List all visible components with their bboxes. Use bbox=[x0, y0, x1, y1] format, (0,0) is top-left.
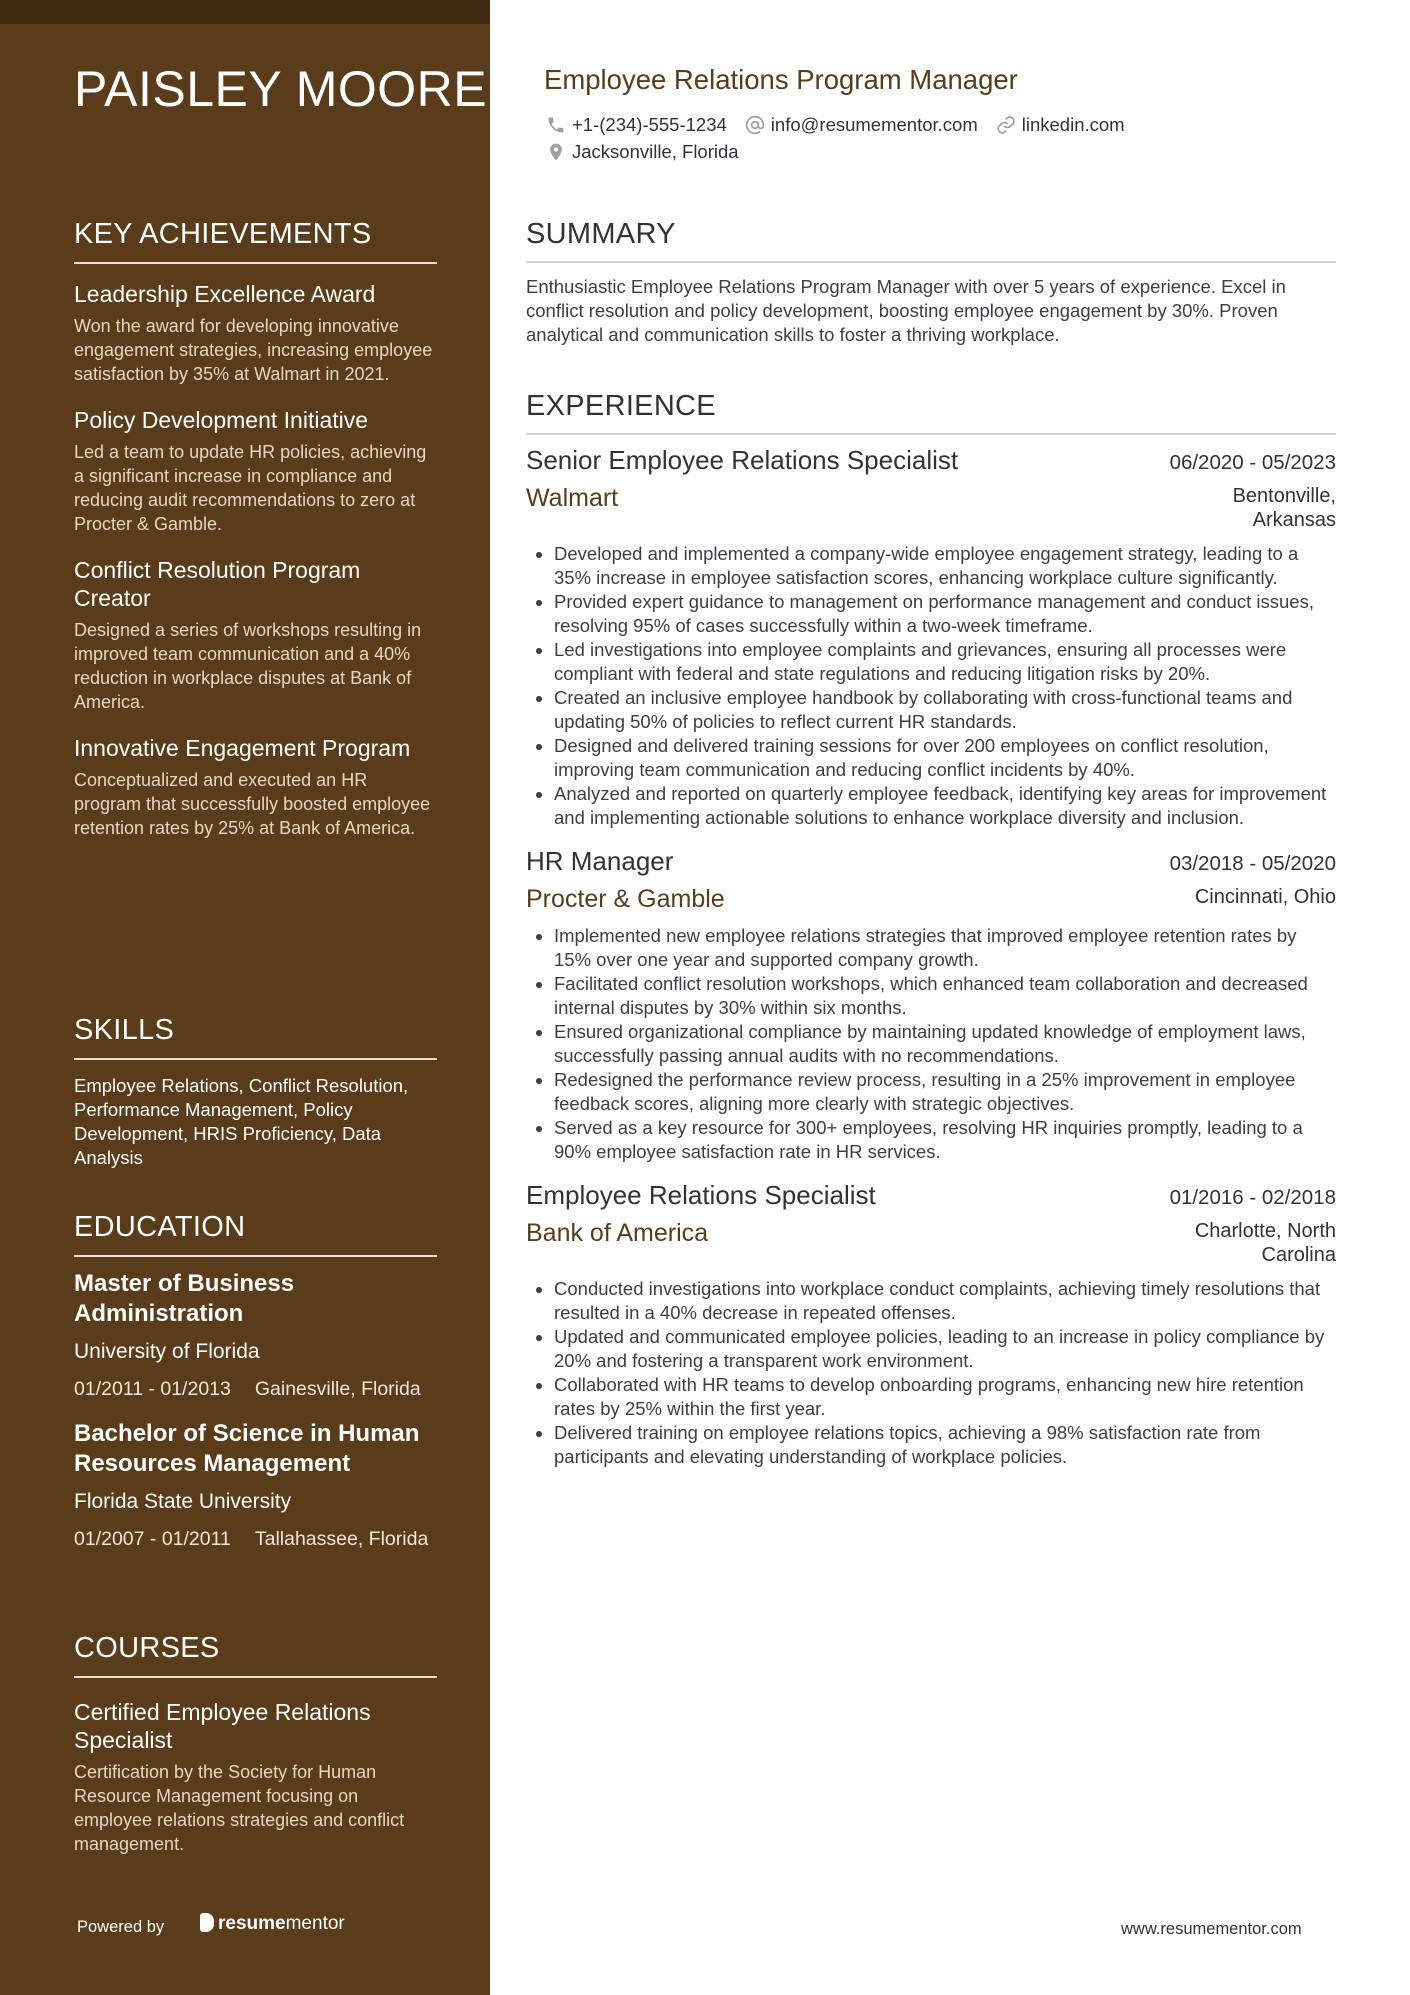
education-dates: 01/2011 - 01/2013 bbox=[74, 1378, 231, 1400]
job-bullets bbox=[526, 542, 1336, 830]
section-heading: SKILLS bbox=[74, 1014, 437, 1060]
achievement-description: Conceptualized and executed an HR program that successfully boosted employee retention rates by 25% at Bank of America. bbox=[74, 770, 431, 838]
achievement-title: Leadership Excellence Award bbox=[74, 281, 376, 307]
section-heading: COURSES bbox=[74, 1632, 437, 1678]
job-role: Senior Employee Relations Specialist bbox=[526, 445, 959, 475]
job-location: Cincinnati, Ohio bbox=[1194, 886, 1336, 908]
education-meta bbox=[74, 1377, 437, 1401]
headline-title: Employee Relations Program Manager bbox=[544, 64, 1018, 95]
email-text: info@resumementor.com bbox=[770, 114, 978, 135]
at-sign-icon bbox=[745, 115, 765, 135]
contact-phone[interactable] bbox=[546, 114, 727, 136]
job-dates: 06/2020 - 05/2023 bbox=[1169, 451, 1336, 474]
section-heading: EDUCATION bbox=[74, 1211, 437, 1257]
achievement-item bbox=[74, 734, 437, 840]
summary-section bbox=[526, 218, 1336, 347]
job-bullet: • Conducted investigations into workplace conduct complaints, achieving timely resolutions that resulted in a 40% decrease in repeated offenses. bbox=[554, 1277, 1336, 1325]
education-degree: Bachelor of Science in Human Resources Management bbox=[74, 1420, 420, 1477]
job-role: HR Manager bbox=[526, 846, 674, 876]
job-bullet: • Created an inclusive employee handbook by collaborating with cross-functional teams and updating 50% of policies to reflect current HR standards. bbox=[554, 686, 1336, 734]
job-bullet: • Analyzed and reported on quarterly employee feedback, identifying key areas for improvement and implementing actionable solutions to enhance workplace diversity and inclusion. bbox=[554, 782, 1336, 830]
job-location: Charlotte, North Carolina bbox=[1194, 1220, 1336, 1266]
courses-section bbox=[74, 1632, 437, 1856]
job-bullet: • Ensured organizational compliance by maintaining updated knowledge of employment laws, successfully passing annual audits with no recommendations. bbox=[554, 1020, 1336, 1068]
job-bullets bbox=[526, 1277, 1336, 1469]
job-bullet: • Implemented new employee relations strategies that improved employee retention rates by 15% over one year and supported company growth. bbox=[554, 924, 1336, 972]
job-bullet: • Developed and implemented a company-wide employee engagement strategy, leading to a 35% increase in employee satisfaction scores, enhancing workplace culture significantly. bbox=[554, 542, 1336, 590]
job-company: Procter & Gamble bbox=[526, 885, 725, 913]
job-bullet: • Collaborated with HR teams to develop onboarding programs, enhancing new hire retention rates by 25% within the first year. bbox=[554, 1373, 1336, 1421]
achievement-description: Designed a series of workshops resulting in improved team communication and a 40% reduction in workplace disputes at Bank of America. bbox=[74, 620, 422, 712]
section-heading: SUMMARY bbox=[526, 218, 1336, 263]
education-location: Gainesville, Florida bbox=[254, 1378, 421, 1400]
achievement-description: Won the award for developing innovative engagement strategies, increasing employee satisfaction by 35% at Walmart in 2021. bbox=[74, 316, 433, 384]
achievement-item bbox=[74, 280, 437, 386]
job-bullet: • Updated and communicated employee policies, leading to an increase in policy compliance by 20% and fostering a transparent work environment. bbox=[554, 1325, 1336, 1373]
link-icon bbox=[996, 115, 1016, 135]
sidebar-top-bar bbox=[0, 0, 490, 24]
contact-email[interactable] bbox=[745, 114, 978, 136]
course-title: Certified Employee Relations Specialist bbox=[74, 1699, 371, 1753]
phone-text: +1-(234)-555-1234 bbox=[572, 114, 727, 135]
job-bullet: • Delivered training on employee relations topics, achieving a 98% satisfaction rate from participants and elevating understanding of workplace policies. bbox=[554, 1421, 1336, 1469]
brand-bold: resume bbox=[218, 1913, 286, 1934]
education-school: University of Florida bbox=[74, 1340, 260, 1363]
achievement-title: Conflict Resolution Program Creator bbox=[74, 557, 361, 611]
candidate-name: PAISLEY MOORE bbox=[74, 61, 488, 117]
job-company: Walmart bbox=[526, 484, 619, 512]
resumementor-logo-icon bbox=[200, 1913, 214, 1932]
job-location: Bentonville, Arkansas bbox=[1232, 485, 1336, 531]
resumementor-logo[interactable] bbox=[200, 1913, 345, 1935]
job-bullet: • Served as a key resource for 300+ employees, resolving HR inquiries promptly, leading to a 90% employee satisfaction rate in HR services. bbox=[554, 1116, 1336, 1164]
location-text: Jacksonville, Florida bbox=[572, 141, 739, 162]
skills-list: Employee Relations, Conflict Resolution, Performance Management, Policy Development, HRIS Proficiency, Data Analysis bbox=[74, 1075, 409, 1168]
phone-icon bbox=[546, 115, 566, 135]
course-description: Certification by the Society for Human Resource Management focusing on employee relations strategies and conflict management. bbox=[74, 1762, 405, 1854]
achievement-description: Led a team to update HR policies, achieving a significant increase in compliance and reducing audit recommendations to zero at Procter & Gamble. bbox=[74, 442, 427, 534]
summary-text: Enthusiastic Employee Relations Program Manager with over 5 years of experience. Excel in conflict resolution and policy development, boosting employee engagement by 30%. Proven analytical and communication skills to foster a thriving workplace. bbox=[526, 276, 1286, 345]
section-heading: EXPERIENCE bbox=[526, 390, 1336, 435]
contact-block bbox=[546, 112, 1143, 166]
education-school: Florida State University bbox=[74, 1490, 292, 1513]
brand-rest: mentor bbox=[285, 1913, 345, 1934]
linkedin-text: linkedin.com bbox=[1021, 114, 1125, 135]
location-pin-icon bbox=[546, 142, 566, 162]
section-heading: KEY ACHIEVEMENTS bbox=[74, 218, 437, 264]
job-bullet: • Provided expert guidance to management on performance management and conduct issues, resolving 95% of cases successfully within a two-week timeframe. bbox=[554, 590, 1336, 638]
education-item bbox=[74, 1269, 437, 1401]
education-location: Tallahassee, Florida bbox=[254, 1528, 429, 1550]
job-bullets bbox=[526, 924, 1336, 1164]
key-achievements-section bbox=[74, 218, 437, 840]
achievement-title: Policy Development Initiative bbox=[74, 407, 369, 433]
job-dates: 03/2018 - 05/2020 bbox=[1169, 852, 1336, 875]
job-company: Bank of America bbox=[526, 1219, 709, 1247]
skills-section bbox=[74, 1014, 437, 1170]
job-bullet: • Led investigations into employee complaints and grievances, ensuring all processes were compliant with federal and state regulations and reducing litigation risks by 20%. bbox=[554, 638, 1336, 686]
education-dates: 01/2007 - 01/2011 bbox=[74, 1528, 231, 1550]
job-dates: 01/2016 - 02/2018 bbox=[1169, 1186, 1336, 1209]
course-item bbox=[74, 1698, 437, 1856]
job-entry bbox=[526, 445, 1336, 830]
contact-linkedin[interactable] bbox=[996, 114, 1125, 136]
job-entry bbox=[526, 846, 1336, 1164]
job-role: Employee Relations Specialist bbox=[526, 1180, 876, 1210]
contact-location bbox=[546, 141, 739, 163]
achievement-item bbox=[74, 406, 437, 536]
job-bullet: • Designed and delivered training sessions for over 200 employees on conflict resolution, improving team communication and reducing conflict incidents by 40%. bbox=[554, 734, 1336, 782]
achievement-item bbox=[74, 556, 437, 714]
powered-by-label: Powered by bbox=[77, 1918, 165, 1936]
education-section bbox=[74, 1211, 437, 1551]
education-item bbox=[74, 1419, 437, 1551]
education-meta bbox=[74, 1527, 437, 1551]
job-entry bbox=[526, 1180, 1336, 1469]
education-degree: Master of Business Administration bbox=[74, 1270, 295, 1327]
achievement-title: Innovative Engagement Program bbox=[74, 735, 411, 761]
experience-section bbox=[526, 390, 1336, 1469]
footer-url-link[interactable]: www.resumementor.com bbox=[1121, 1920, 1302, 1938]
job-bullet: • Facilitated conflict resolution workshops, which enhanced team collaboration and decreased internal disputes by 30% within six months. bbox=[554, 972, 1336, 1020]
sidebar bbox=[0, 0, 490, 1995]
job-bullet: • Redesigned the performance review process, resulting in a 25% improvement in employee feedback scores, aligning more clearly with strategic objectives. bbox=[554, 1068, 1336, 1116]
